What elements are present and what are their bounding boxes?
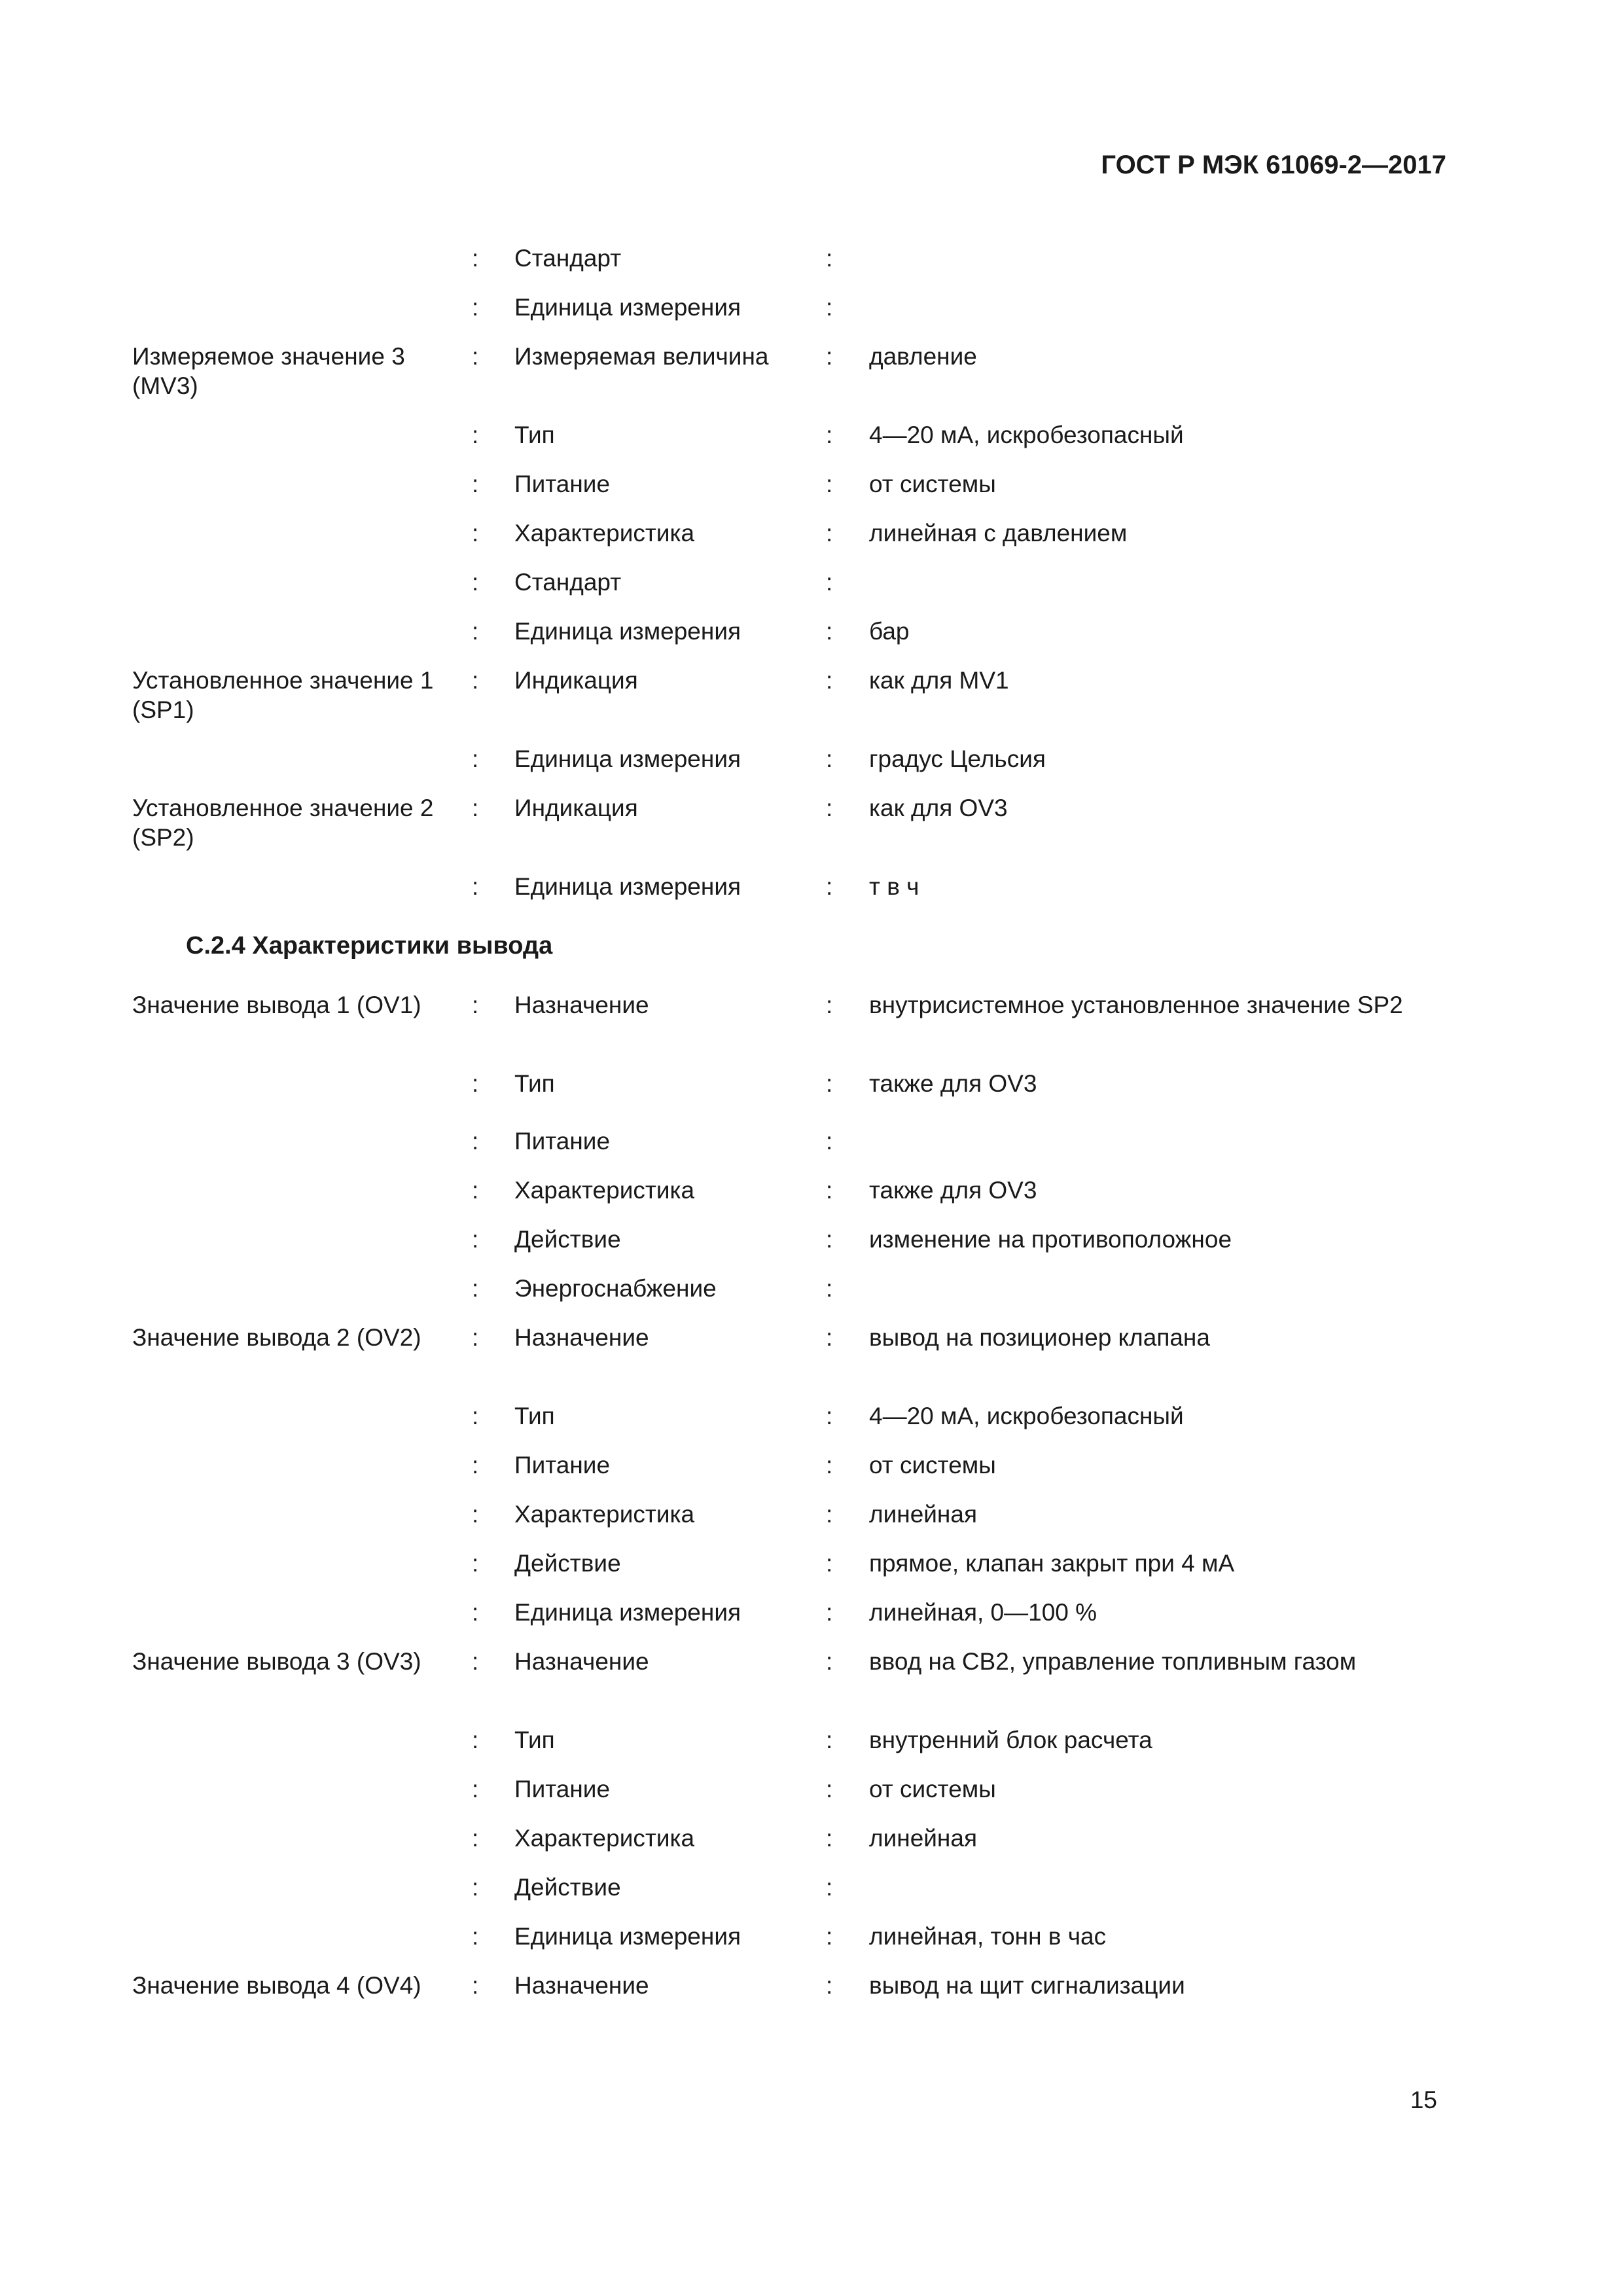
separator-colon: : [826, 1972, 833, 1999]
separator-colon: : [826, 1874, 833, 1901]
page-number: 15 [1410, 2087, 1437, 2113]
separator-colon: : [472, 1177, 479, 1204]
separator-colon: : [826, 1825, 833, 1852]
spec-row-value: градус Цельсия [869, 745, 1046, 772]
separator-colon: : [472, 1452, 479, 1479]
spec-row-value: линейная [869, 1501, 977, 1528]
spec-row-parameter: Единица измерения [514, 745, 741, 772]
separator-colon: : [826, 1550, 833, 1577]
spec-row-label: Установленное значение 2 (SP2) [132, 795, 434, 851]
separator-colon: : [472, 245, 479, 272]
separator-colon: : [472, 745, 479, 772]
spec-row-parameter: Питание [514, 1128, 611, 1155]
spec-row-value: вывод на щит сигнализации [869, 1972, 1185, 1999]
spec-row-parameter: Действие [514, 1226, 621, 1253]
spec-row-label: Значение вывода 2 (OV2) [132, 1324, 421, 1351]
separator-colon: : [472, 618, 479, 645]
separator-colon: : [826, 422, 833, 448]
separator-colon: : [472, 1550, 479, 1577]
spec-row-label: Значение вывода 4 (OV4) [132, 1972, 421, 1999]
separator-colon: : [826, 1177, 833, 1204]
separator-colon: : [472, 873, 479, 900]
separator-colon: : [472, 1972, 479, 1999]
separator-colon: : [472, 471, 479, 497]
separator-colon: : [826, 1128, 833, 1155]
document-standard-id: ГОСТ Р МЭК 61069-2—2017 [1101, 151, 1446, 179]
spec-row-label: Значение вывода 1 (OV1) [132, 992, 421, 1018]
spec-row-parameter: Питание [514, 1776, 611, 1803]
separator-colon: : [472, 1599, 479, 1626]
spec-row-value: давление [869, 343, 977, 370]
spec-row-parameter: Характеристика [514, 1501, 695, 1528]
separator-colon: : [826, 1403, 833, 1429]
spec-row-value: внутренний блок расчета [869, 1727, 1152, 1753]
separator-colon: : [472, 1874, 479, 1901]
separator-colon: : [826, 1070, 833, 1097]
separator-colon: : [826, 1727, 833, 1753]
separator-colon: : [826, 343, 833, 370]
spec-row-value: вывод на позиционер клапана [869, 1324, 1210, 1351]
spec-row-parameter: Назначение [514, 992, 649, 1018]
separator-colon: : [826, 1648, 833, 1675]
spec-row-parameter: Характеристика [514, 1825, 695, 1852]
spec-row-label: Установленное значение 1 (SP1) [132, 667, 434, 723]
spec-row-parameter: Единица измерения [514, 1923, 741, 1950]
spec-row-value: линейная, тонн в час [869, 1923, 1107, 1950]
spec-row-value: от системы [869, 1452, 996, 1479]
separator-colon: : [826, 667, 833, 694]
spec-row-parameter: Характеристика [514, 1177, 695, 1204]
separator-colon: : [826, 873, 833, 900]
spec-row-value: изменение на противоположное [869, 1226, 1232, 1253]
separator-colon: : [472, 1776, 479, 1803]
spec-row-parameter: Действие [514, 1550, 621, 1577]
separator-colon: : [472, 1648, 479, 1675]
separator-colon: : [472, 1825, 479, 1852]
separator-colon: : [826, 1923, 833, 1950]
section-heading: С.2.4 Характеристики вывода [186, 932, 553, 960]
separator-colon: : [826, 1776, 833, 1803]
separator-colon: : [472, 520, 479, 547]
spec-row-value: внутрисистемное установленное значение SP2 [869, 992, 1403, 1018]
separator-colon: : [472, 422, 479, 448]
separator-colon: : [472, 343, 479, 370]
spec-row-parameter: Индикация [514, 795, 638, 821]
spec-row-label: Измеряемое значение 3 (MV3) [132, 343, 405, 399]
separator-colon: : [826, 245, 833, 272]
spec-row-value: от системы [869, 471, 996, 497]
spec-row-value: также для OV3 [869, 1070, 1037, 1097]
spec-row-parameter: Индикация [514, 667, 638, 694]
spec-row-parameter: Питание [514, 471, 611, 497]
spec-row-parameter: Единица измерения [514, 873, 741, 900]
separator-colon: : [472, 1324, 479, 1351]
separator-colon: : [472, 992, 479, 1018]
spec-row-parameter: Стандарт [514, 569, 622, 596]
separator-colon: : [826, 471, 833, 497]
spec-row-parameter: Стандарт [514, 245, 622, 272]
separator-colon: : [826, 1599, 833, 1626]
spec-row-value: линейная [869, 1825, 977, 1852]
separator-colon: : [826, 1226, 833, 1253]
separator-colon: : [472, 1501, 479, 1528]
spec-row-parameter: Единица измерения [514, 618, 741, 645]
separator-colon: : [826, 1275, 833, 1302]
spec-row-parameter: Назначение [514, 1324, 649, 1351]
separator-colon: : [826, 1324, 833, 1351]
separator-colon: : [826, 294, 833, 321]
spec-row-value: как для MV1 [869, 667, 1009, 694]
spec-row-parameter: Измеряемая величина [514, 343, 769, 370]
separator-colon: : [472, 1275, 479, 1302]
spec-row-parameter: Тип [514, 1727, 555, 1753]
spec-row-parameter: Характеристика [514, 520, 695, 547]
spec-row-parameter: Тип [514, 422, 555, 448]
spec-row-value: от системы [869, 1776, 996, 1803]
separator-colon: : [826, 795, 833, 821]
spec-row-parameter: Действие [514, 1874, 621, 1901]
spec-row-label: Значение вывода 3 (OV3) [132, 1648, 421, 1675]
separator-colon: : [472, 1128, 479, 1155]
spec-row-parameter: Назначение [514, 1972, 649, 1999]
spec-row-value: линейная с давлением [869, 520, 1128, 547]
separator-colon: : [826, 618, 833, 645]
spec-row-parameter: Единица измерения [514, 1599, 741, 1626]
spec-row-value: ввод на CB2, управление топливным газом [869, 1648, 1357, 1675]
separator-colon: : [826, 569, 833, 596]
separator-colon: : [472, 1727, 479, 1753]
separator-colon: : [826, 1452, 833, 1479]
spec-row-parameter: Питание [514, 1452, 611, 1479]
spec-row-value: 4—20 мА, искробезопасный [869, 1403, 1184, 1429]
spec-row-parameter: Тип [514, 1403, 555, 1429]
separator-colon: : [472, 667, 479, 694]
spec-row-value: линейная, 0—100 % [869, 1599, 1097, 1626]
separator-colon: : [472, 294, 479, 321]
separator-colon: : [472, 1070, 479, 1097]
separator-colon: : [826, 745, 833, 772]
spec-row-parameter: Назначение [514, 1648, 649, 1675]
separator-colon: : [472, 569, 479, 596]
spec-row-value: т в ч [869, 873, 919, 900]
spec-row-value: также для OV3 [869, 1177, 1037, 1204]
spec-row-parameter: Тип [514, 1070, 555, 1097]
spec-row-value: как для OV3 [869, 795, 1008, 821]
separator-colon: : [472, 1923, 479, 1950]
spec-row-parameter: Энергоснабжение [514, 1275, 717, 1302]
separator-colon: : [826, 520, 833, 547]
spec-row-value: бар [869, 618, 910, 645]
separator-colon: : [472, 795, 479, 821]
separator-colon: : [826, 1501, 833, 1528]
separator-colon: : [472, 1403, 479, 1429]
spec-row-value: прямое, клапан закрыт при 4 мА [869, 1550, 1235, 1577]
spec-row-parameter: Единица измерения [514, 294, 741, 321]
spec-row-value: 4—20 мА, искробезопасный [869, 422, 1184, 448]
separator-colon: : [826, 992, 833, 1018]
separator-colon: : [472, 1226, 479, 1253]
